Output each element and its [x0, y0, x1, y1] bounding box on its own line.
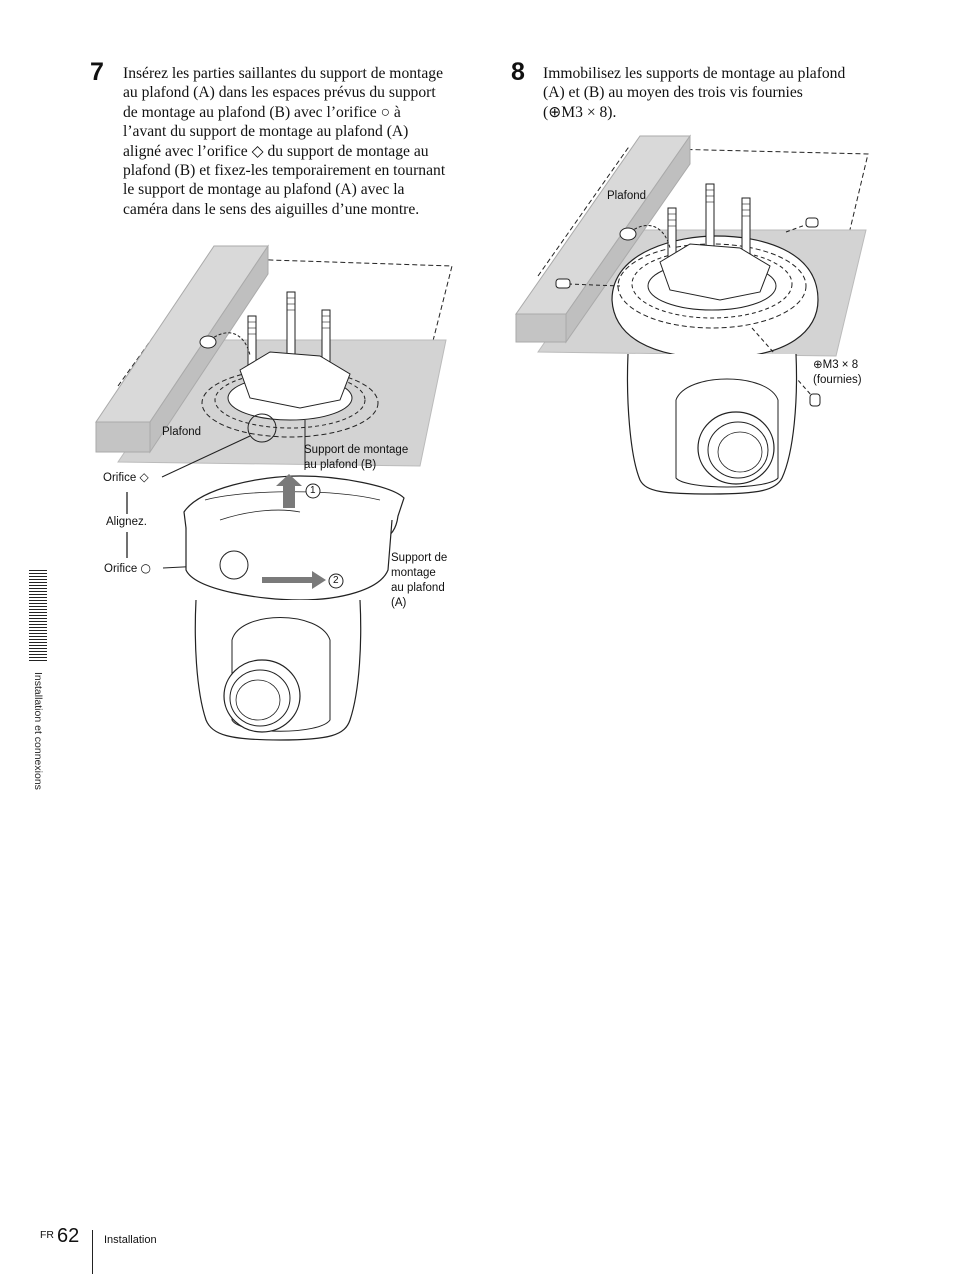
- label-support-b-line: Support de montage: [304, 444, 409, 456]
- step-7-line: plafond (B) et fixez-les temporairement en tournant: [123, 162, 446, 180]
- step-7-line: l’avant du support de montage au plafond (A): [123, 123, 409, 141]
- label-screws-line: ⊕M3 × 8: [813, 359, 859, 371]
- step-8-line: Immobilisez les supports de montage au plafond: [543, 65, 846, 82]
- marker-2-label: 2: [333, 575, 339, 586]
- label-support-a-line: montage: [391, 567, 436, 579]
- step-7-line: de montage au plafond (B) avec l’orifice ○ à: [123, 103, 401, 121]
- label-plafond-7: Plafond: [162, 426, 202, 438]
- step-8-line: (⊕M3 × 8).: [543, 103, 617, 121]
- label-alignez: Alignez.: [106, 516, 147, 528]
- label-orifice-circle-text: Orifice: [104, 563, 138, 575]
- label-support-b-line: au plafond (B): [304, 459, 377, 471]
- label-orifice-diamond-text: Orifice: [103, 472, 137, 484]
- marker-1-label: 1: [310, 485, 316, 496]
- label-support-a-line: au plafond: [391, 582, 445, 594]
- step-7-line: caméra dans le sens des aiguilles d’une montre.: [123, 200, 420, 218]
- footer-page-number: 62: [57, 1225, 80, 1247]
- circle-icon: ○: [140, 561, 151, 575]
- footer-section-name: Installation: [104, 1234, 157, 1246]
- label-plafond-8: Plafond: [607, 190, 647, 202]
- label-support-a-line: Support de: [391, 552, 448, 564]
- ceiling-beam-front-8: [516, 314, 566, 342]
- chapter-tab: [29, 570, 47, 662]
- step-7-line: aligné avec l’orifice ◇ du support de montage au: [123, 142, 429, 160]
- label-support-a-line: (A): [391, 597, 407, 609]
- step-8-line: (A) et (B) au moyen des trois vis fournies: [543, 84, 803, 102]
- step-7-line: le support de montage au plafond (A) avec la: [123, 181, 405, 199]
- label-screws: [813, 358, 862, 388]
- label-screws-line: (fournies): [813, 374, 862, 386]
- step-7-number: 7: [90, 58, 104, 86]
- step-7-line: Insérez les parties saillantes du support de montage: [123, 65, 444, 82]
- camera-lens-inner-8: [708, 422, 768, 478]
- footer-language: FR: [40, 1229, 54, 1241]
- step-7-line: au plafond (A) dans les espaces prévus du support: [123, 84, 436, 102]
- diamond-icon: ◇: [139, 470, 149, 484]
- step-8-number: 8: [511, 58, 525, 86]
- chapter-tab-label: Installation et connexions: [32, 672, 44, 790]
- footer-divider: [92, 1230, 93, 1274]
